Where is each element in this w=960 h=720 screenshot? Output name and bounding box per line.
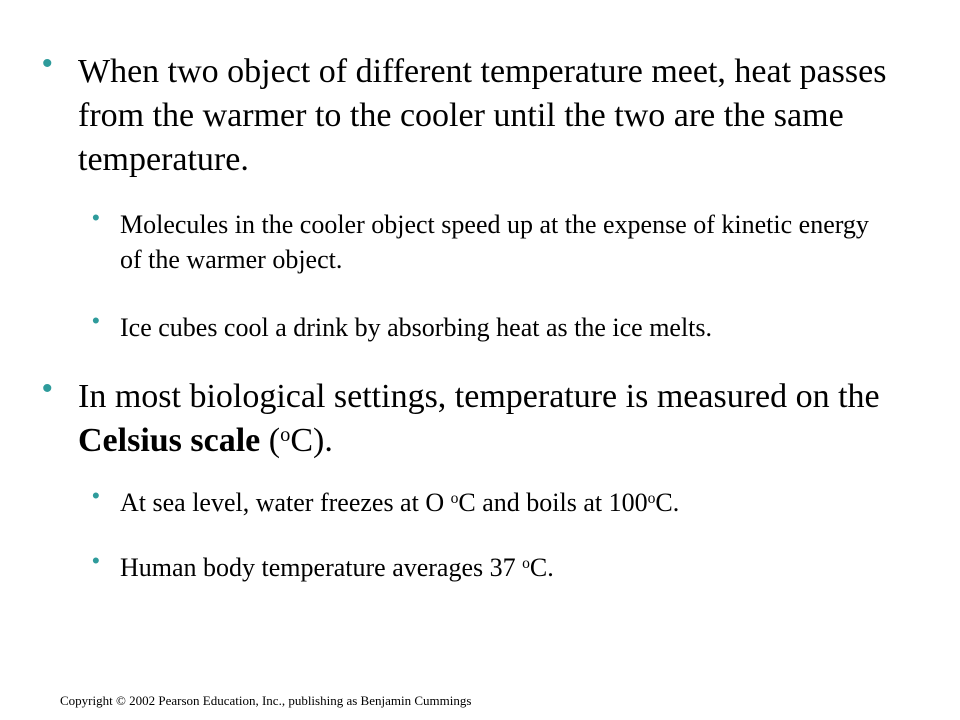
bullet-dot-icon: • [92, 483, 100, 508]
bullet-main-2-paren: ( [260, 422, 281, 459]
bullet-sub-2-2-part1: Human body temperature averages 37 [120, 553, 523, 582]
celsius-scale-term: Celsius scale [78, 422, 261, 459]
bullet-sub-1-1-text: Molecules in the cooler object speed up at the expense of kinetic energy of the warmer object. [120, 210, 869, 274]
bullet-dot-icon: • [42, 47, 53, 80]
bullet-main-2-text-a: In most biological settings, temperature is measured on the [78, 378, 880, 415]
bullet-sub-2-1-part3: C. [655, 488, 680, 517]
degree-superscript: o [647, 490, 656, 508]
bullet-main-2-text [78, 375, 922, 463]
bullet-sub-1-2 [92, 310, 942, 345]
bullet-sub-1-1 [92, 207, 892, 277]
bullet-sub-2-2-part2: C. [529, 553, 554, 582]
bullet-sub-2-2-text [120, 550, 942, 585]
bullet-main-1-text: When two object of different temperature meet, heat passes from the warmer to the cooler until the two are the same temperature. [78, 53, 887, 178]
bullet-dot-icon: • [92, 548, 100, 573]
bullet-dot-icon: • [92, 205, 100, 230]
bullet-dot-icon: • [42, 372, 53, 405]
bullet-sub-2-1-text [120, 485, 942, 520]
degree-superscript: o [450, 490, 459, 508]
bullet-sub-1-2-text: Ice cubes cool a drink by absorbing heat as the ice melts. [120, 313, 713, 342]
bullet-main-1 [42, 47, 922, 182]
degree-superscript: o [280, 423, 291, 446]
bullet-sub-2-1-part2: C and boils at 100 [458, 488, 648, 517]
bullet-dot-icon: • [92, 308, 100, 333]
bullet-main-2-text-b: C). [290, 422, 333, 459]
bullet-sub-2-2 [92, 550, 942, 585]
bullet-sub-2-1-part1: At sea level, water freezes at O [120, 488, 451, 517]
bullet-sub-2-1 [92, 485, 942, 520]
copyright-footer: Copyright © 2002 Pearson Education, Inc., publishing as Benjamin Cummings [60, 693, 472, 708]
bullet-main-2 [42, 372, 922, 463]
degree-superscript: o [522, 555, 530, 573]
